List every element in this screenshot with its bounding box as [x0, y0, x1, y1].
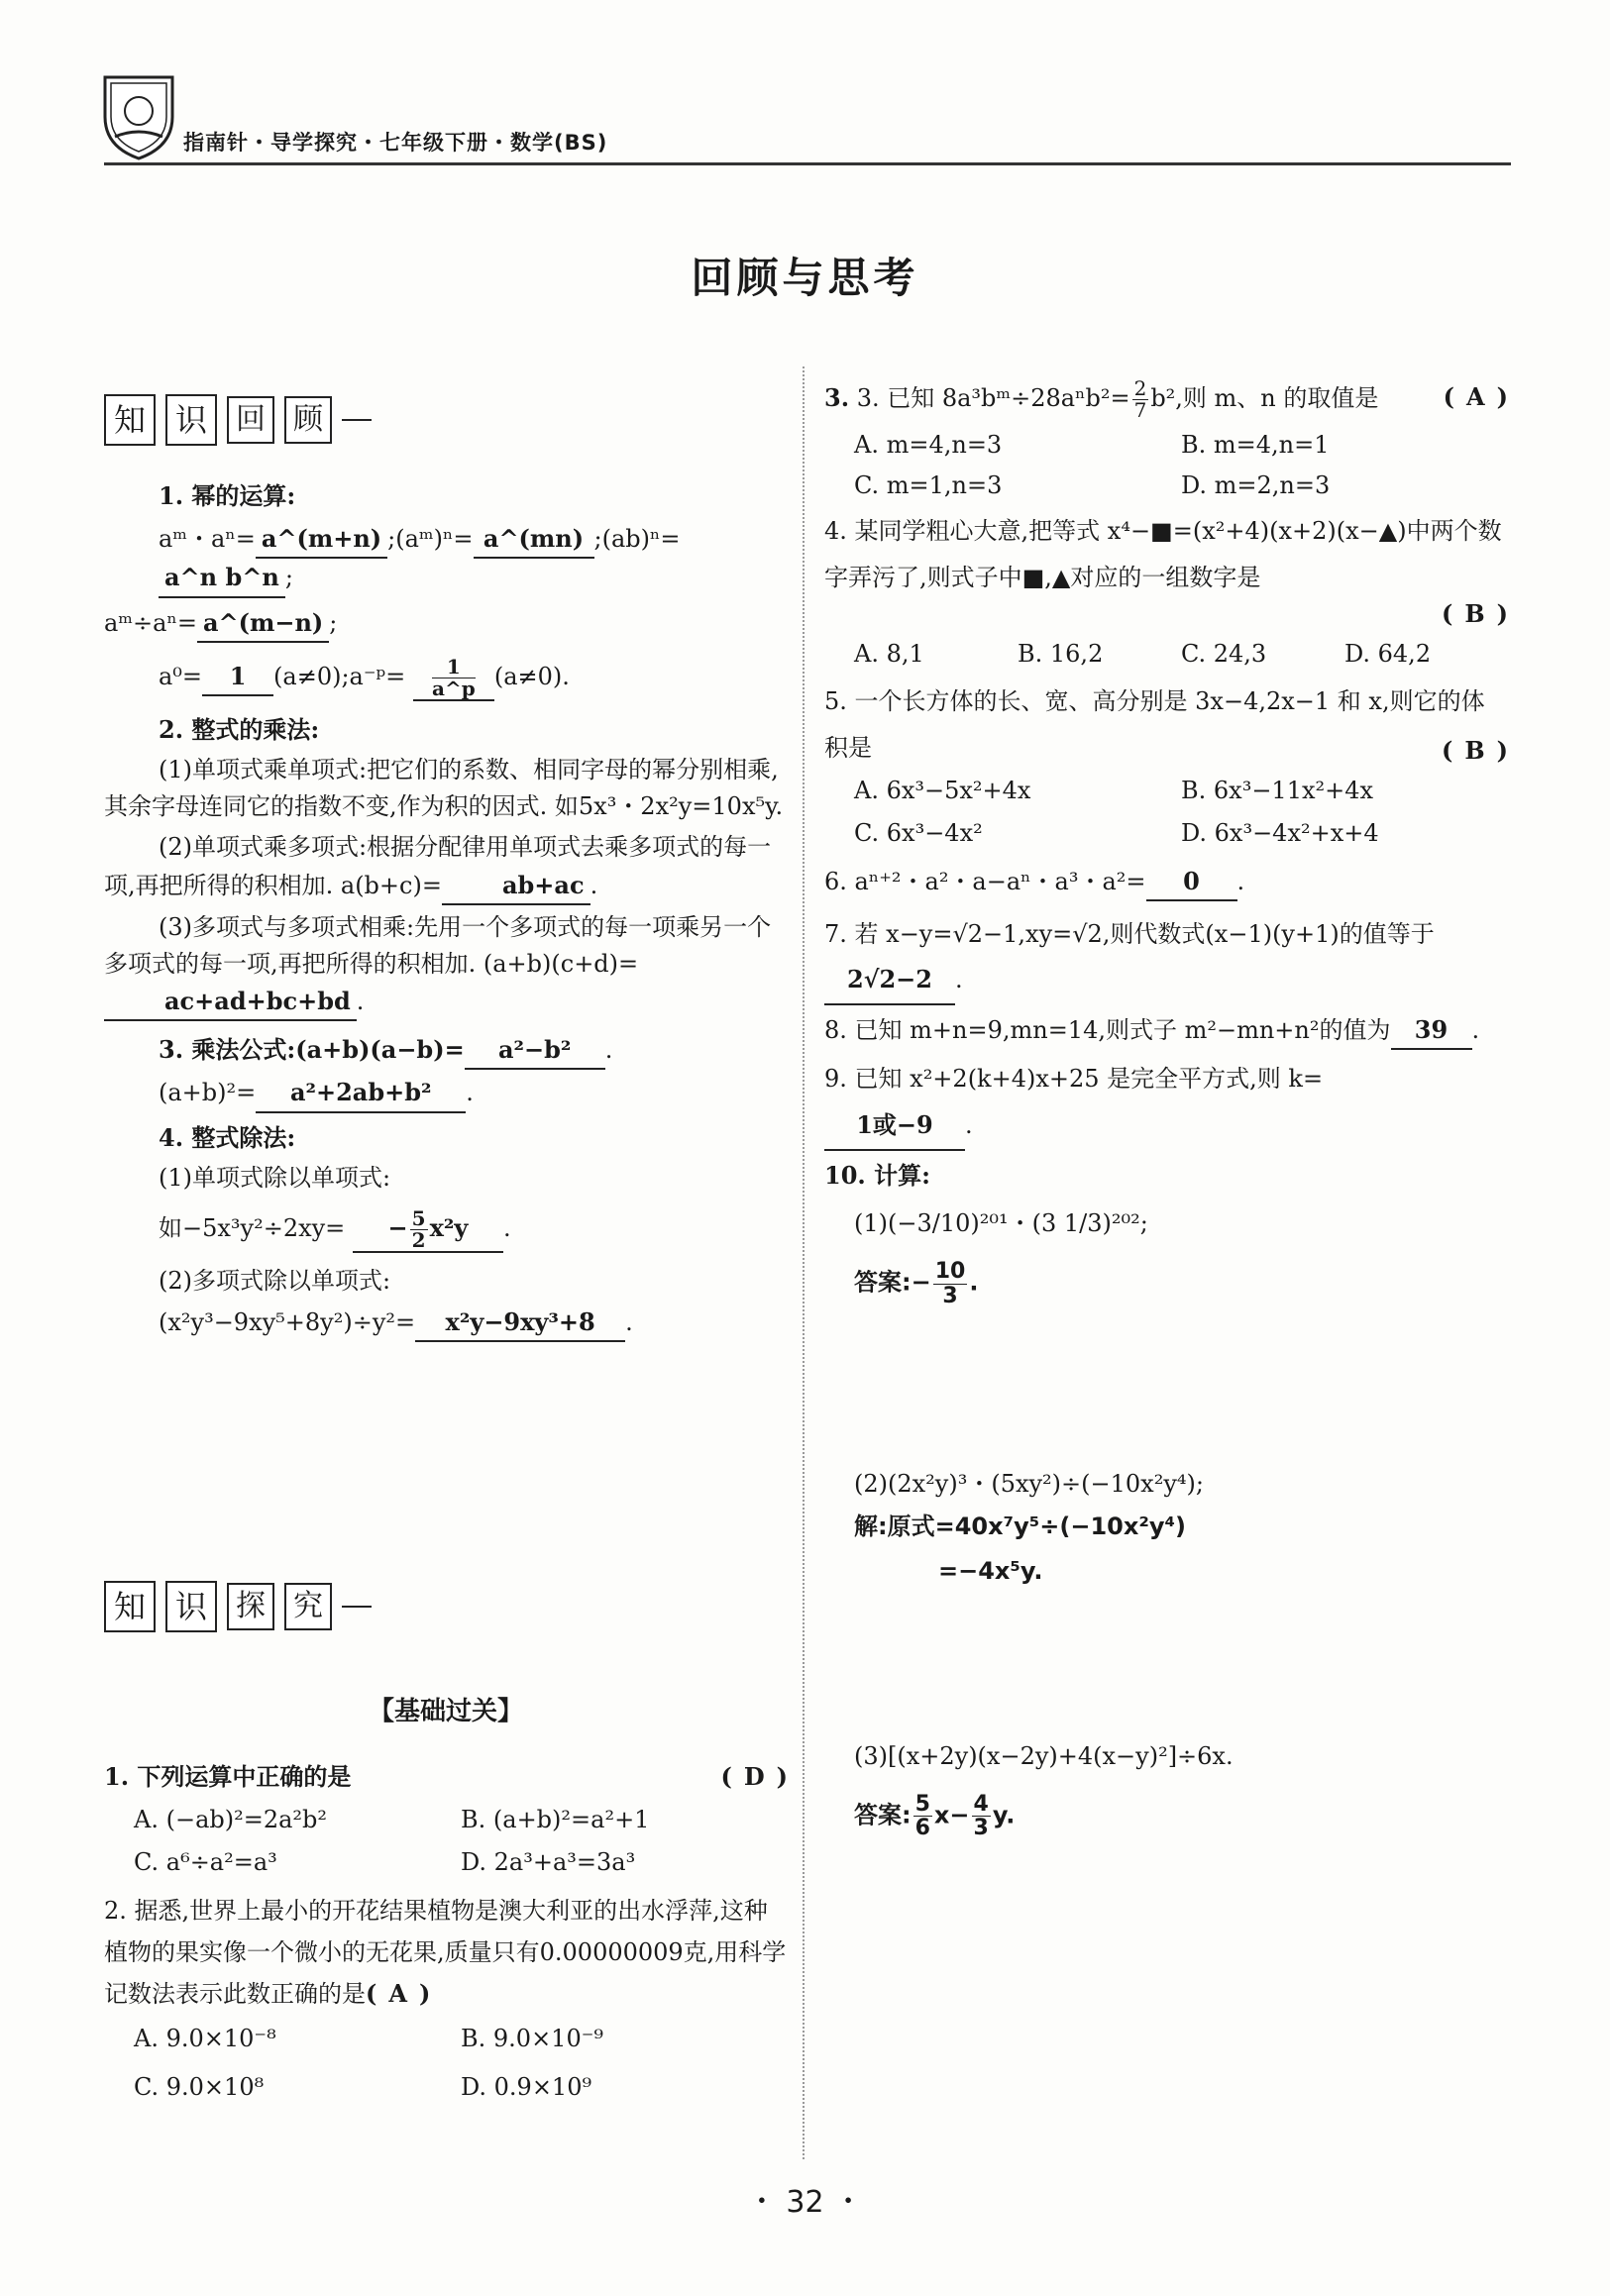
question-3: 3. 3. 已知 8a³bᵐ÷28aⁿb²= $\frac{2}{7}$ b²,则 m、n 的取值是 ( A ) [824, 376, 1508, 422]
publisher-logo [99, 69, 178, 160]
power-rules-line-1: aᵐ・aⁿ= a^(m+n) ;(aᵐ)ⁿ= a^(mn) ;(ab)ⁿ=a^n b^n ; [104, 520, 788, 597]
answer-paren: ( A ) [1443, 382, 1508, 411]
answer-blank: a^(mn) [474, 520, 594, 559]
right-questions [824, 378, 1508, 1840]
question-10-2: (2)(2x²y)³・(5xy²)÷(−10x²y⁴); [854, 1469, 1204, 1498]
question-1-options: A. (−ab)²=2a²b² B. (a+b)²=a²+1 C. a⁶÷a²=a³ D. 2a³+a³=3a³ [134, 1806, 650, 1877]
power-rules-line-3: a⁰= 1 (a≠0);a⁻ᵖ= $\frac{1}{a\^{}p}$ (a≠0). [159, 654, 570, 700]
answer-blank: 2√2−2 [824, 957, 955, 1005]
basic-section-title: 【基础过关】 [368, 1697, 523, 1726]
question-1: 1. 下列运算中正确的是 ( D ) [104, 1758, 788, 1796]
page-title: 回顾与思考 [691, 254, 919, 302]
question-10-3: (3)[(x+2y)(x−2y)+4(x−y)²]÷6x. [854, 1742, 1234, 1771]
review-item-3-square: (a+b)²= a²+2ab+b² . [104, 1074, 788, 1112]
answer-blank: ab+ac [442, 867, 590, 905]
answer-paren: ( D ) [720, 1762, 788, 1791]
answer-blank: 1或−9 [824, 1102, 965, 1151]
answer-blank: 0 [1146, 863, 1237, 901]
tag-char: 识 [165, 1581, 217, 1632]
header-title: 指南针・导学探究・七年级下册・数学(BS) [183, 131, 608, 155]
question-2-options: A. 9.0×10⁻⁸ B. 9.0×10⁻⁹ C. 9.0×10⁸ D. 0.9×10⁹ [134, 2024, 603, 2101]
question-7: 7. 若 x−y=√2−1,xy=√2,则代数式(x−1)(y+1)的值等于2√2−2 . [824, 911, 1508, 1006]
review-item-2-1: (1)单项式乘单项式:把它们的系数、相同字母的幂分别相乘,其余字母连同它的指数不变,作为积的因式. 如5x³・2x²y=10x⁵y. [104, 755, 784, 821]
answer-blank: a^n b^n [159, 559, 285, 597]
page-number: ・ 32 ・ [746, 2185, 864, 2220]
question-6: 6. aⁿ⁺²・a²・a−aⁿ・a³・a²= 0 . [824, 863, 1508, 901]
question-4: 4. 某同学粗心大意,把等式 x⁴−■=(x²+4)(x+2)(x−▲)中两个数字弄污了,则式子中■,▲对应的一组数字是 [824, 517, 1502, 592]
review-item-2-2: (2)单项式乘多项式:根据分配律用单项式去乘多项式的每一项,再把所得的积相加. a(b+c)= ab+ac . [104, 829, 788, 904]
review-item-4-2-example: (x²y³−9xy⁵+8y²)÷y²= x²y−9xy³+8 . [104, 1304, 788, 1342]
answer-blank: − $\frac{5}{2}$ x²y [353, 1208, 503, 1253]
header-rule [104, 162, 1511, 165]
question-10-2-solution: 解:原式=40x⁷y⁵÷(−10x²y⁴) [854, 1512, 1186, 1540]
review-item-2-3: (3)多项式与多项式相乘:先用一个多项式的每一项乘另一个多项式的每一项,再把所得的积相加. (a+b)(c+d)=ac+ad+bc+bd . [104, 909, 788, 1022]
review-item-4-2: (2)多项式除以单项式: [159, 1267, 391, 1295]
question-10: 10. 计算: [824, 1161, 930, 1191]
review-item-4-1-example: 如−5x³y²÷2xy= − $\frac{5}{2}$ x²y . [159, 1206, 511, 1252]
section-tag-review [104, 394, 372, 446]
tag-char: 知 [104, 394, 156, 446]
review-item-2: 2. 整式的乘法: [159, 714, 320, 744]
question-10-1-answer: 答案:− $\frac{10}{3}$ . [854, 1259, 979, 1308]
tag-char: 识 [165, 394, 217, 446]
question-5-options: A. 6x³−5x²+4x B. 6x³−11x²+4x C. 6x³−4x² D. 6x³−4x²+x+4 [854, 777, 1379, 848]
answer-blank-fraction: $\frac{1}{a\^{}p}$ [413, 657, 494, 701]
question-5: 5. 一个长方体的长、宽、高分别是 3x−4,2x−1 和 x,则它的体积是 [824, 687, 1485, 763]
question-8: 8. 已知 m+n=9,mn=14,则式子 m²−mn+n²的值为 39 . [824, 1011, 1508, 1050]
tag-char: 探 [227, 1583, 274, 1630]
column-divider [803, 366, 805, 2159]
answer-blank: 39 [1391, 1011, 1472, 1050]
review-item-1: 1. 幂的运算: [159, 481, 296, 510]
answer-blank: a^(m−n) [197, 604, 329, 643]
question-10-3-answer: 答案: $\frac{5}{6}$ x− $\frac{4}{3}$ y. [854, 1792, 1016, 1841]
review-item-3: 3. 乘法公式:(a+b)(a−b)= a²−b² . [104, 1031, 788, 1070]
question-4-options: A. 8,1 B. 16,2 C. 24,3 D. 64,2 [854, 640, 1432, 669]
review-item-4: 4. 整式除法: [159, 1122, 296, 1152]
answer-blank: a²−b² [465, 1031, 605, 1070]
answer-blank: a^(m+n) [256, 520, 387, 559]
answer-blank: ac+ad+bc+bd [104, 983, 357, 1021]
answer-blank: a²+2ab+b² [256, 1074, 466, 1112]
section-tag-explore [104, 1581, 372, 1632]
left-questions [104, 1758, 788, 2106]
tag-char: 回 [227, 396, 274, 444]
review-item-4-1: (1)单项式除以单项式: [159, 1163, 391, 1192]
tag-char: 究 [284, 1583, 332, 1630]
question-10-1: (1)(−3/10)²⁰¹・(3 1/3)²⁰²; [854, 1209, 1148, 1238]
tag-char: 顾 [284, 396, 332, 444]
question-10-2-result: =−4x⁵y. [938, 1557, 1043, 1585]
answer-paren: ( B ) [1441, 735, 1508, 765]
question-9: 9. 已知 x²+2(k+4)x+25 是完全平方式,则 k= 1或−9 . [824, 1056, 1508, 1151]
answer-paren: ( B ) [1441, 598, 1508, 628]
answer-blank: 1 [202, 658, 273, 696]
review-content [104, 477, 788, 1342]
question-2: 2. 据悉,世界上最小的开花结果植物是澳大利亚的出水浮萍,这种植物的果实像一个微小的无花果,质量只有0.00000009克,用科学记数法表示此数正确的是( A ) [104, 1896, 787, 2008]
power-rules-line-2: aᵐ÷aⁿ= a^(m−n) ; [104, 604, 788, 643]
question-3-options: A. m=4,n=3 B. m=4,n=1 C. m=1,n=3 D. m=2,n=3 [854, 431, 1331, 500]
tag-char: 知 [104, 1581, 156, 1632]
answer-blank: x²y−9xy³+8 [415, 1304, 625, 1342]
